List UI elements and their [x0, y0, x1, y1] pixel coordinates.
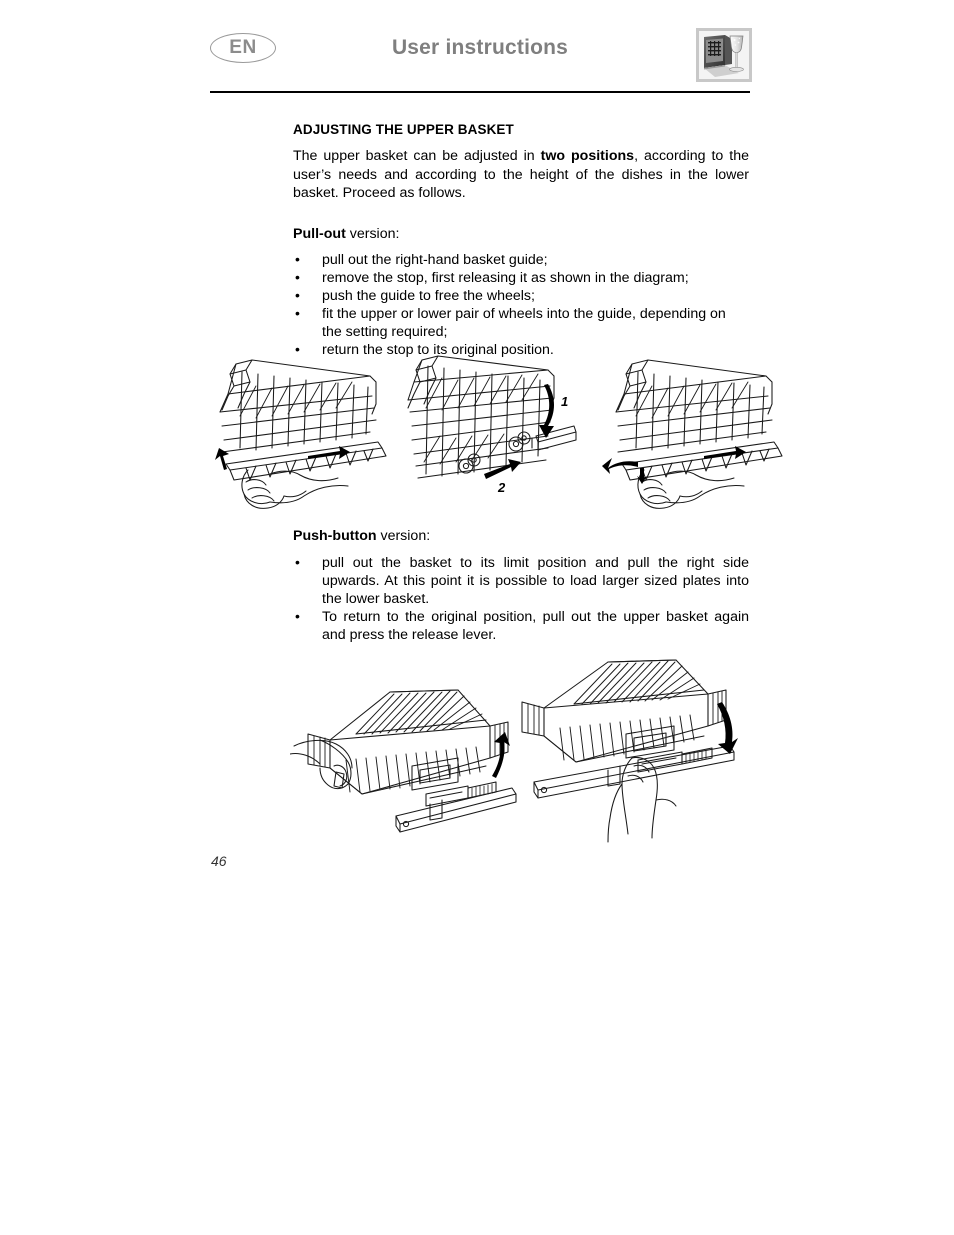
- pushbutton-step-2-diagram: [516, 648, 756, 843]
- pushbutton-figure-row: [290, 648, 760, 848]
- list-item: • fit the upper or lower pair of wheels into the guide, depending on the setting required;: [293, 305, 749, 341]
- intro-text-before: The upper basket can be adjusted in: [293, 148, 541, 164]
- header-divider: [210, 91, 750, 93]
- language-badge: EN: [210, 33, 276, 63]
- pullout-bullet-list: [293, 251, 749, 359]
- pullout-subheading: [293, 225, 749, 244]
- pushbutton-content: [293, 527, 749, 644]
- figure-label-1: 1: [561, 394, 569, 409]
- list-item: • remove the stop, first releasing it as shown in the diagram;: [293, 269, 749, 287]
- main-content: [293, 122, 749, 359]
- pushbutton-subheading-bold: Push-button: [293, 528, 377, 544]
- pushbutton-step-1-diagram: [290, 648, 520, 843]
- intro-text-after: , according to the user’s needs and according to the height of the dishes in the lower basket. Proceed as follows.: [293, 148, 749, 201]
- pullout-step-1-diagram: [200, 352, 390, 522]
- dishwasher-wineglass-icon: [696, 28, 752, 82]
- list-item: • To return to the original position, pull out the upper basket again and press the release lever.: [293, 608, 749, 644]
- section-heading: ADJUSTING THE UPPER BASKET: [293, 122, 514, 137]
- list-item: • return the stop to its original position.: [293, 341, 749, 359]
- pushbutton-bullet-list: [293, 554, 749, 644]
- page-number: 46: [211, 853, 227, 869]
- pushbutton-subheading-rest: version:: [376, 528, 431, 544]
- list-item: • pull out the basket to its limit position and pull the right side upwards. At this point it is possible to load larger sized plates into the lower basket.: [293, 554, 749, 608]
- pullout-subheading-rest: version:: [345, 225, 400, 242]
- intro-paragraph: [293, 147, 749, 203]
- list-item: • push the guide to free the wheels;: [293, 287, 749, 305]
- page-header: [210, 28, 750, 90]
- pullout-subheading-bold: Pull-out: [293, 225, 346, 242]
- intro-text-bold: two positions: [540, 148, 635, 164]
- pushbutton-subheading: [293, 527, 749, 546]
- list-item: • pull out the right-hand basket guide;: [293, 251, 749, 269]
- figure-label-2: 2: [498, 480, 506, 495]
- pullout-step-3-diagram: [596, 352, 786, 522]
- pullout-step-2-diagram: [398, 352, 588, 522]
- page-title: User instructions: [391, 36, 569, 59]
- pullout-figure-row: [200, 352, 760, 522]
